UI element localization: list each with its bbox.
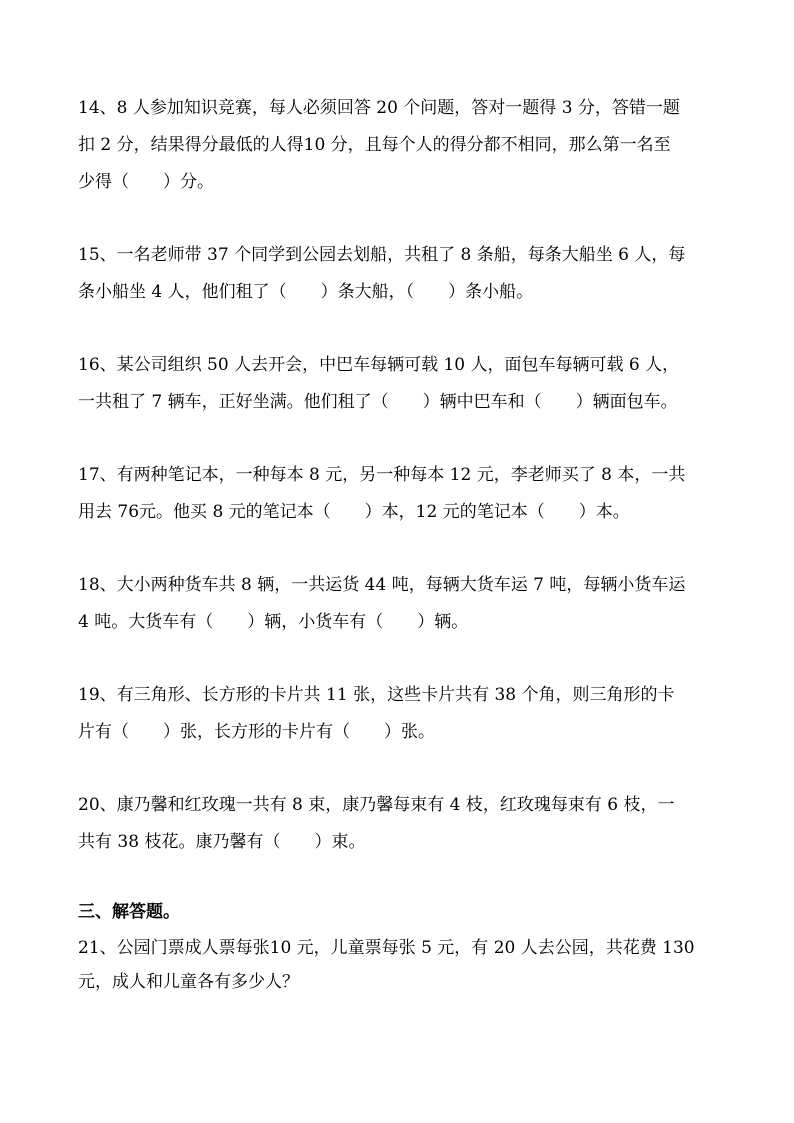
question-line: 用去 76元。他买 8 元的笔记本（ ）本，12 元的笔记本（ ）本。 [78,502,630,522]
question-18 [78,567,738,641]
question-line: 17、有两种笔记本，一种每本 8 元，另一种每本 12 元，李老师买了 8 本，一共 [78,465,686,485]
question-line: 16、某公司组织 50 人去开会，中巴车每辆可载 10 人，面包车每辆可载 6 人， [78,355,680,375]
question-21 [78,931,738,999]
question-line: 4 吨。大货车有（ ）辆，小货车有（ ）辆。 [78,612,469,632]
question-20 [78,787,738,861]
question-line: 14、8 人参加知识竞赛，每人必须回答 20 个问题，答对一题得 3 分，答错一题 [78,98,680,118]
question-line: 共有 38 枝花。康乃馨有（ ）束。 [78,832,366,852]
question-16 [78,347,738,421]
question-line: 21、公园门票成人票每张10 元，儿童票每张 5 元，有 20 人去公园，共花费 130 [78,938,695,958]
question-line: 一共租了 7 辆车，正好坐满。他们租了（ ）辆中巴车和（ ）辆面包车。 [78,392,678,412]
question-line: 19、有三角形、长方形的卡片共 11 张，这些卡片共有 38 个角，则三角形的卡 [78,685,675,705]
question-17 [78,457,738,531]
question-line: 元，成人和儿童各有多少人？ [78,972,299,992]
question-line: 片有（ ）张，长方形的卡片有（ ）张。 [78,722,435,742]
question-15 [78,237,738,311]
question-line: 扣 2 分，结果得分最低的人得10 分，且每个人的得分都不相同，那么第一名至 [78,135,671,155]
worksheet-page [78,90,738,999]
question-line: 15、一名老师带 37 个同学到公园去划船，共租了 8 条船，每条大船坐 6 人，每 [78,245,686,265]
question-line: 条小船坐 4 人，他们租了（ ）条大船，（ ）条小船。 [78,282,534,302]
question-14 [78,90,738,201]
question-line: 18、大小两种货车共 8 辆，一共运货 44 吨，每辆大货车运 7 吨，每辆小货车运 [78,575,686,595]
question-line: 少得（ ）分。 [78,172,214,192]
section-heading: 三、解答题。 [78,902,180,922]
question-line: 20、康乃馨和红玫瑰一共有 8 束，康乃馨每束有 4 枝，红玫瑰每束有 6 枝，一 [78,795,675,815]
question-19 [78,677,738,751]
